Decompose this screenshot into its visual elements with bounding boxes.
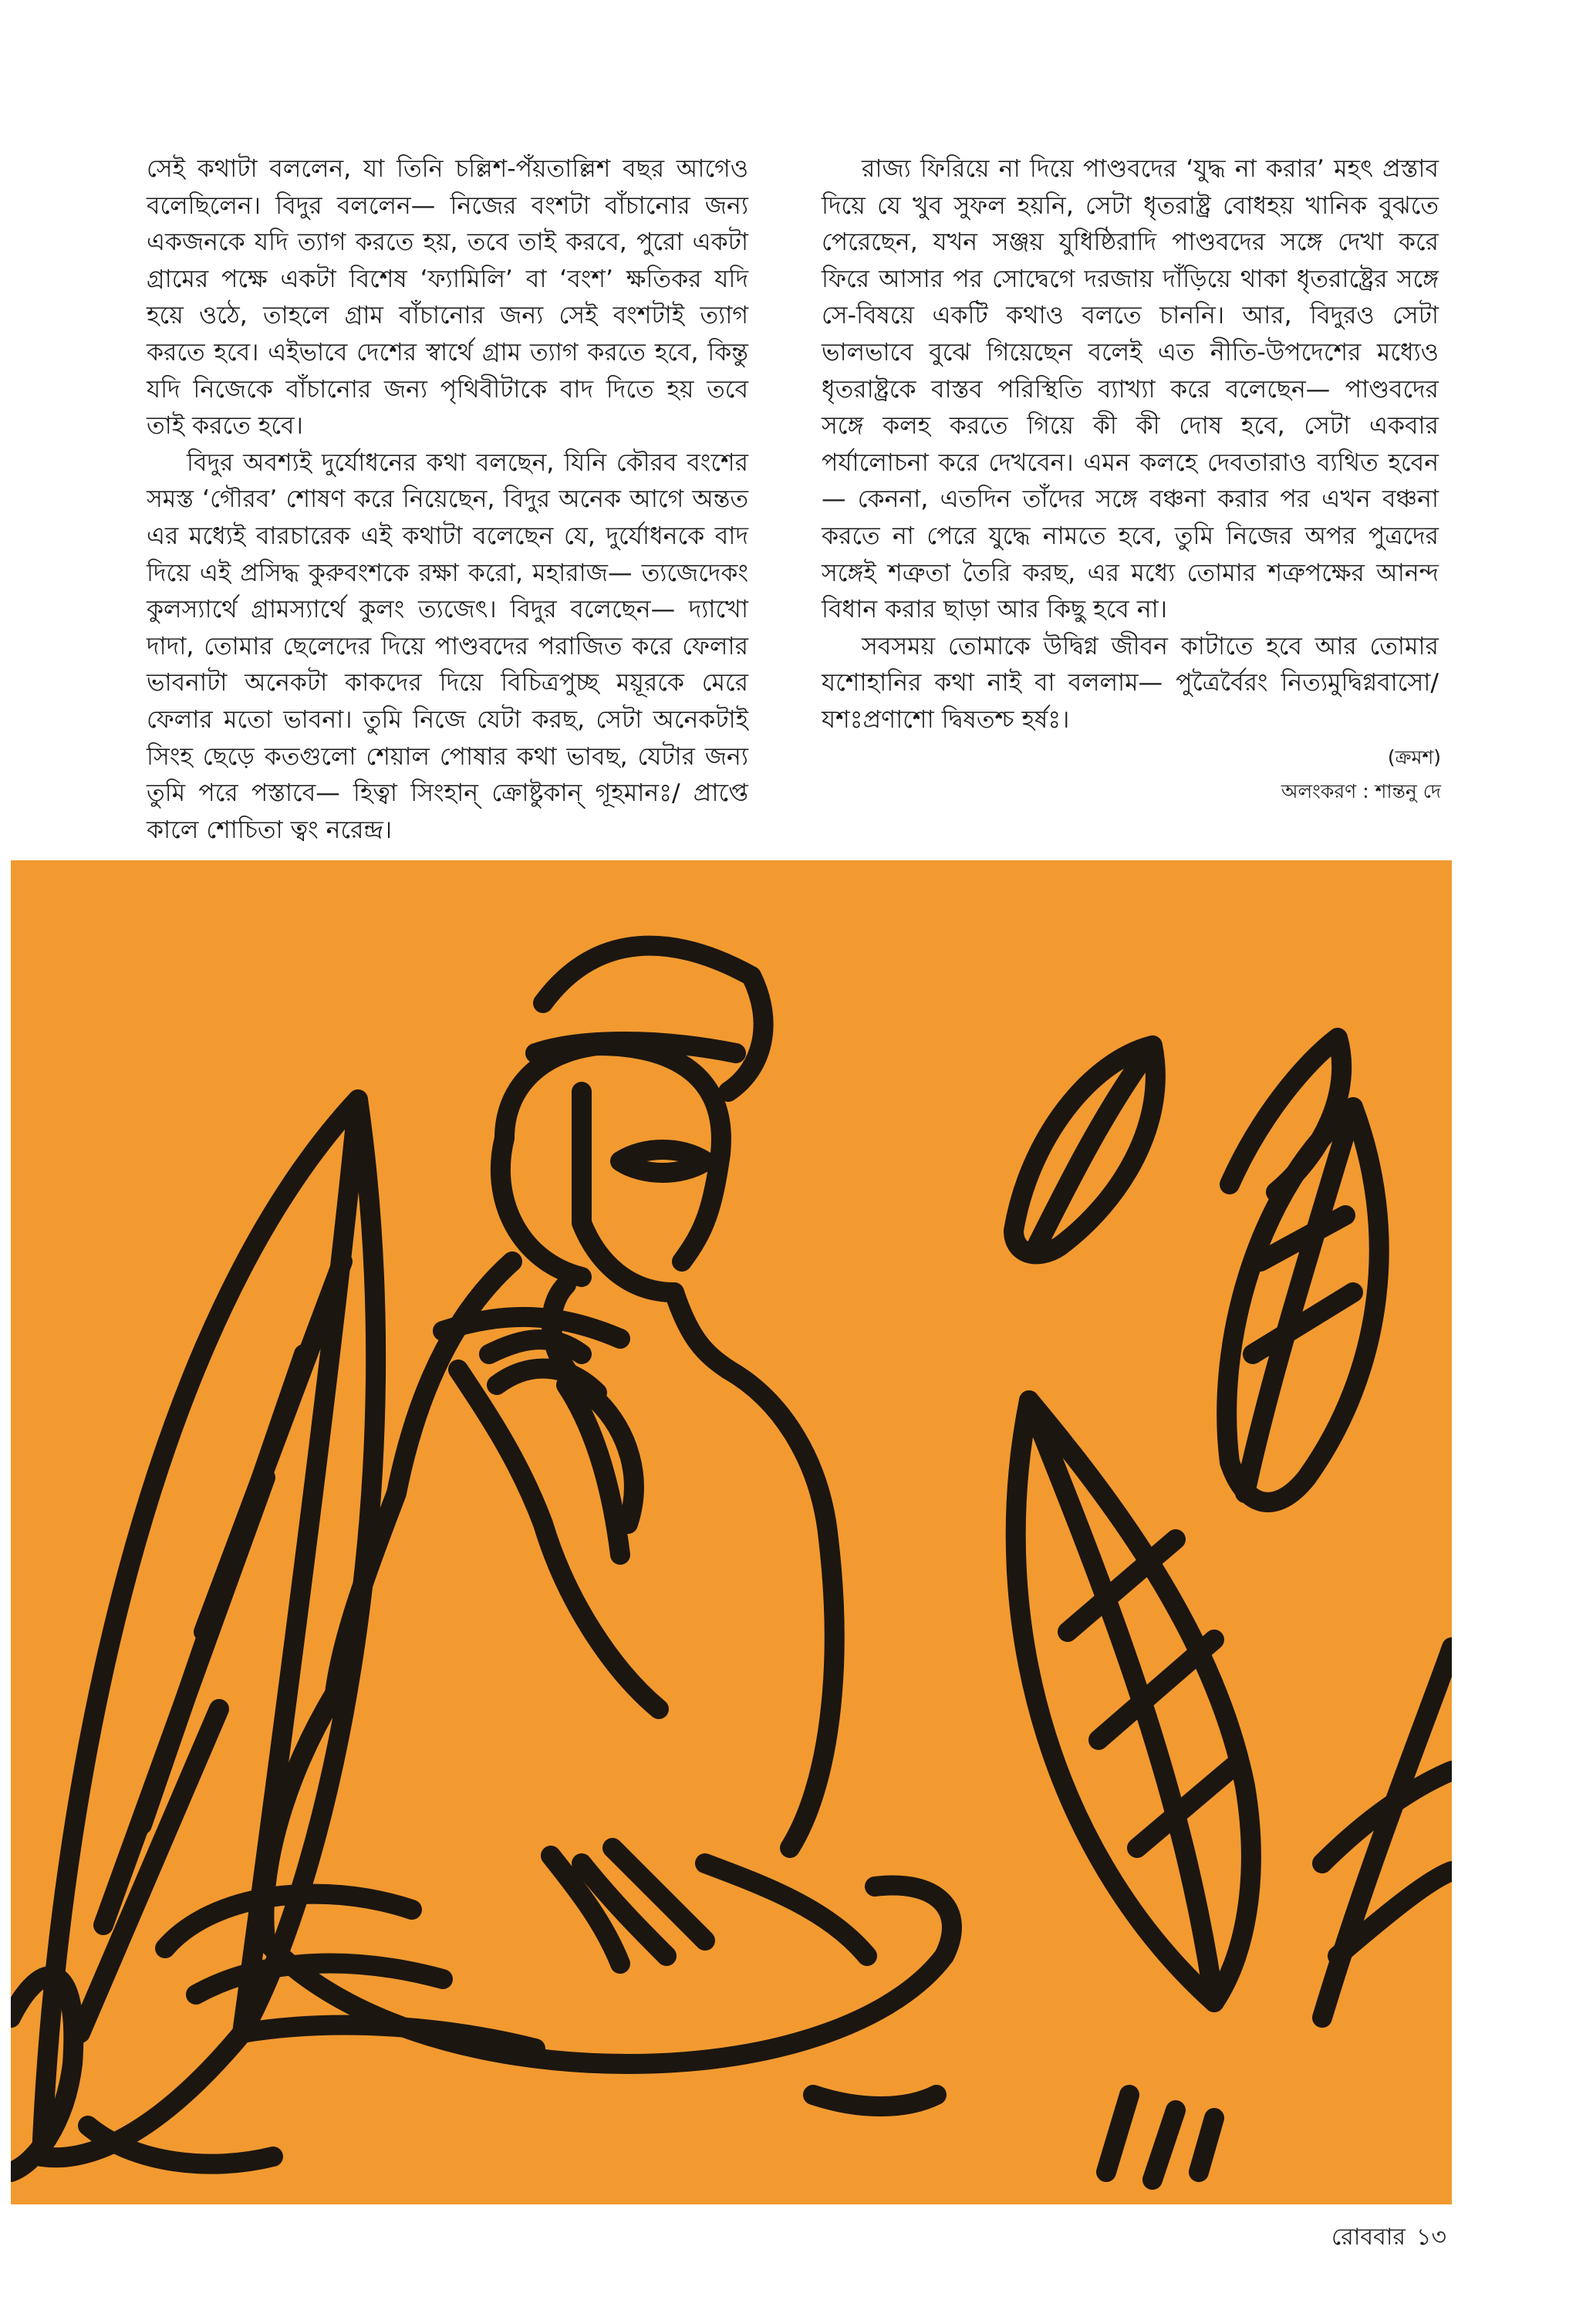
illustration-credit: অলংকরণ : শান্তনু দে bbox=[1281, 780, 1441, 802]
page-footer bbox=[1331, 2218, 1446, 2258]
paragraph: রাজ্য ফিরিয়ে না দিয়ে পাণ্ডবদের ‘যুদ্ধ না করার’ মহৎ প্রস্তাব দিয়ে যে খুব সুফল হয়নি, সেটা ধৃতরাষ্ট্র বোধহয় খানিক বুঝতে পেরেছেন, যখন সঞ্জয় যুধিষ্ঠিরাদি পাণ্ডবদের সঙ্গে দেখা করে ফিরে আসার পর সোদ্বেগে দরজায় দাঁড়িয়ে থাকা ধৃতরাষ্ট্রের সঙ্গে সে-বিষয়ে একটি কথাও বলতে চাননি। আর, বিদুরও সেটা ভালভাবে বুঝে গিয়েছেন বলেই এত নীতি-উপদেশের মধ্যেও ধৃতরাষ্ট্রকে বাস্তব পরিস্থিতি ব্যাখ্যা করে বলেছেন— পাণ্ডবদের সঙ্গে কলহ করতে গিয়ে কী কী দোষ হবে, সেটা একবার পর্যালোচনা করে দেখবেন। এমন কলহে দেবতারাও ব্যথিত হবেন— কেননা, এতদিন তাঁদের সঙ্গে বঞ্চনা করার পর এখন বঞ্চনা করতে না পেরে যুদ্ধে নামতে হবে, তুমি নিজের অপর পুত্রদের সঙ্গেই শত্রুতা তৈরি করছ, এর মধ্যে তোমার শত্রুপক্ষের আনন্দ বিধান করার ছাড়া আর কিছু হবে না। bbox=[822, 155, 1439, 624]
page-number: ১৩ bbox=[1416, 2224, 1446, 2251]
paragraph: সবসময় তোমাকে উদ্বিগ্ন জীবন কাটাতে হবে আর তোমার যশোহানির কথা নাই বা বললাম— পুত্রৈর্বৈরং নিত্যমুদ্বিগ্নবাসো/ যশঃপ্রণাশো দ্বিষতশ্চ হর্ষঃ। bbox=[822, 632, 1439, 734]
paragraph: বিদুর অবশ্যই দুর্যোধনের কথা বলছেন, যিনি কৌরব বংশের সমস্ত ‘গৌরব’ শোষণ করে নিয়েছেন, বিদুর অনেক আগে অন্তত এর মধ্যেই বারচারেক এই কথাটা বলেছেন যে, দুর্যোধনকে বাদ দিয়ে এই প্রসিদ্ধ কুরুবংশকে রক্ষা করো, মহারাজ— ত্যজেদেকং কুলস্যার্থে গ্রামস্যার্থে কুলং ত্যজেৎ। বিদুর বলেছেন— দ্যাখো দাদা, তোমার ছেলেদের দিয়ে পাণ্ডবদের পরাজিত করে ফেলার ভাবনাটা অনেকটা কাকদের দিয়ে বিচিত্রপুচ্ছ ময়ূরকে মেরে ফেলার মতো ভাবনা। তুমি নিজে যেটা করছ, সেটা অনেকটাই সিংহ ছেড়ে কতগুলো শেয়াল পোষার কথা ভাবছ, যেটার জন্য তুমি পরে পস্তাবে— হিত্বা সিংহান্ ক্রোষ্টুকান্ গূহমানঃ/ প্রাপ্তে কালে শোচিতা ত্বং নরেন্দ্র। bbox=[147, 448, 748, 844]
article-right-column bbox=[822, 151, 1439, 739]
paragraph: সেই কথাটা বললেন, যা তিনি চল্লিশ-পঁয়তাল্লিশ বছর আগেও বলেছিলেন। বিদুর বললেন— নিজের বংশটা বাঁচানোর জন্য একজনকে যদি ত্যাগ করতে হয়, তবে তাই করবে, পুরো একটা গ্রামের পক্ষে একটা বিশেষ ‘ফ্যামিলি’ বা ‘বংশ’ ক্ষতিকর যদি হয়ে ওঠে, তাহলে গ্রাম বাঁচানোর জন্য সেই বংশটাই ত্যাগ করতে হবে। এইভাবে দেশের স্বার্থে গ্রাম ত্যাগ করতে হবে, কিন্তু যদি নিজেকে বাঁচানোর জন্য পৃথিবীটাকে বাদ দিতে হয় তবে তাই করতে হবে। bbox=[147, 155, 748, 441]
illustration-seated-sage bbox=[11, 860, 1452, 2204]
magazine-name: রোববার bbox=[1331, 2224, 1406, 2251]
article-left-column bbox=[147, 151, 748, 849]
credits bbox=[1281, 741, 1441, 809]
continued-label: (ক্রমশ) bbox=[1387, 746, 1441, 768]
